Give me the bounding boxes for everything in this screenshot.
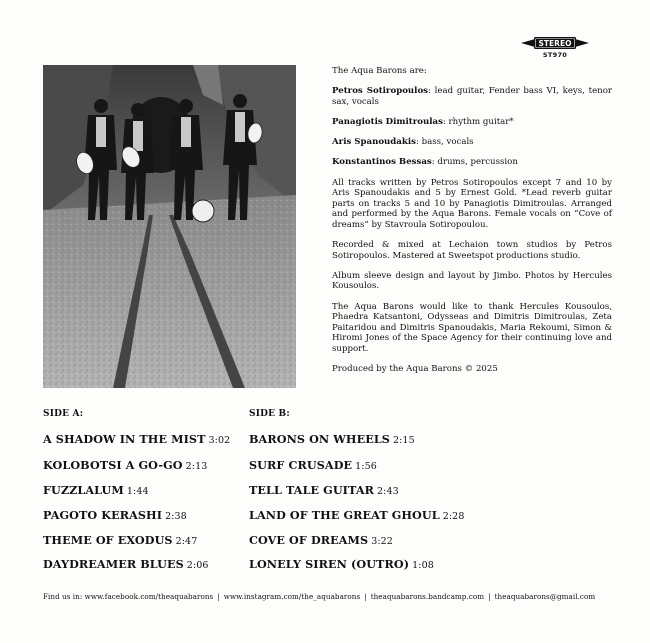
member-entry: [332, 86, 612, 107]
track-item: [43, 432, 230, 446]
email-link[interactable]: theaquabarons@gmail.com: [494, 592, 596, 601]
track-title: THEME OF EXODUS: [43, 533, 173, 547]
stereo-badge-icon: [521, 36, 589, 50]
track-title: A SHADOW IN THE MIST: [43, 432, 206, 446]
track-duration: 2:43: [377, 486, 399, 497]
track-duration: 2:06: [186, 560, 209, 571]
footer-separator: |: [217, 592, 220, 601]
footer-prefix: Find us in:: [43, 592, 83, 601]
track-duration: 3:02: [208, 435, 231, 446]
footer-separator: |: [364, 592, 367, 601]
track-duration: 2:38: [165, 511, 187, 522]
track-item: [249, 557, 434, 571]
member-entry: [332, 157, 612, 168]
track-item: [43, 508, 187, 522]
track-duration: 3:22: [371, 536, 393, 547]
instagram-link[interactable]: www.instagram.com/the_aquabarons: [223, 592, 361, 601]
track-title: LAND OF THE GREAT GHOUL: [249, 508, 440, 522]
track-item: [249, 432, 415, 446]
track-title: KOLOBOTSI A GO-GO: [43, 458, 183, 472]
track-title: SURF CRUSADE: [249, 458, 353, 472]
credits-note: The Aqua Barons would like to thank Hercules Kousoulos, Phaedra Katsantoni, Odysseas and Dimitris Dimitroulas, Zeta Paitaridou and Dimitris Spanoudakis, Maria Rekoumi, Simon & Hiromi Jones of the Space Agency for their continuing love and support.: [332, 301, 612, 355]
member-name: Aris Spanoudakis: [332, 137, 416, 148]
track-duration: 1:44: [126, 486, 149, 497]
member-name: Panagiotis Dimitroulas: [332, 116, 443, 127]
credits-intro: The Aqua Barons are:: [332, 66, 427, 76]
member-entry: [332, 137, 612, 148]
credits-text: [332, 66, 612, 384]
track-item: [43, 533, 197, 547]
track-title: DAYDREAMER BLUES: [43, 557, 184, 571]
member-role: : rhythm guitar*: [442, 116, 514, 127]
credits-note: Album sleeve design and layout by Jimbo. Photos by Hercules Kousoulos.: [332, 270, 612, 292]
catalog-number: ST970: [542, 51, 568, 59]
track-title: PAGOTO KERASHI: [43, 508, 163, 522]
track-duration: 2:15: [392, 435, 415, 446]
track-title: TELL TALE GUITAR: [249, 483, 374, 497]
member-name: Konstantinos Bessas: [332, 157, 432, 168]
stereo-label: STEREO: [538, 39, 572, 48]
track-item: [249, 483, 399, 497]
track-duration: 2:47: [175, 536, 198, 547]
track-item: [249, 533, 393, 547]
track-title: COVE OF DREAMS: [249, 533, 369, 547]
track-title: FUZZLALUM: [43, 483, 124, 497]
track-duration: 1:56: [355, 461, 377, 472]
member-role: : lead guitar, Fender bass VI, keys, tenor sax, vocals: [332, 86, 612, 107]
track-title: BARONS ON WHEELS: [249, 432, 390, 446]
track-item: [43, 557, 209, 571]
track-item: [43, 458, 207, 472]
member-entry: [332, 117, 612, 128]
credits-note: Produced by the Aqua Barons © 2025: [332, 364, 498, 375]
track-title: LONELY SIREN (OUTRO): [249, 557, 410, 571]
member-role: : bass, vocals: [415, 137, 474, 148]
credits-note: Recorded & mixed at Lechaion town studios by Petros Sotiropoulos. Mastered at Sweetspot productions studio.: [332, 240, 612, 261]
track-duration: 1:08: [412, 560, 434, 571]
band-photo: [43, 65, 296, 388]
track-item: [43, 483, 149, 497]
band-photo-image: [43, 65, 296, 388]
member-name: Petros Sotiropoulos: [332, 86, 429, 97]
footer-links: [43, 592, 613, 601]
track-duration: 2:28: [442, 511, 465, 522]
stereo-logo: [521, 36, 589, 66]
member-role: : drums, percussion: [431, 157, 518, 168]
track-item: [249, 458, 377, 472]
track-item: [249, 508, 464, 522]
track-duration: 2:13: [185, 461, 208, 472]
footer-separator: |: [488, 592, 491, 601]
credits-note: All tracks written by Petros Sotiropoulos except 7 and 10 by Aris Spanoudakis and 5 by Ernest Gold. *Lead reverb guitar parts on tracks 5 and 10 by Panagiotis Dimitroulas. Arranged and performed by the Aqua Barons. Female vocals on “Cove of dreams” by Stavroula Sotiropoulou.: [332, 177, 612, 230]
bandcamp-link[interactable]: theaquabarons.bandcamp.com: [370, 592, 485, 601]
facebook-link[interactable]: www.facebook.com/theaquabarons: [84, 592, 214, 601]
side-b-heading: SIDE B:: [249, 409, 290, 419]
side-a-heading: SIDE A:: [43, 409, 84, 419]
